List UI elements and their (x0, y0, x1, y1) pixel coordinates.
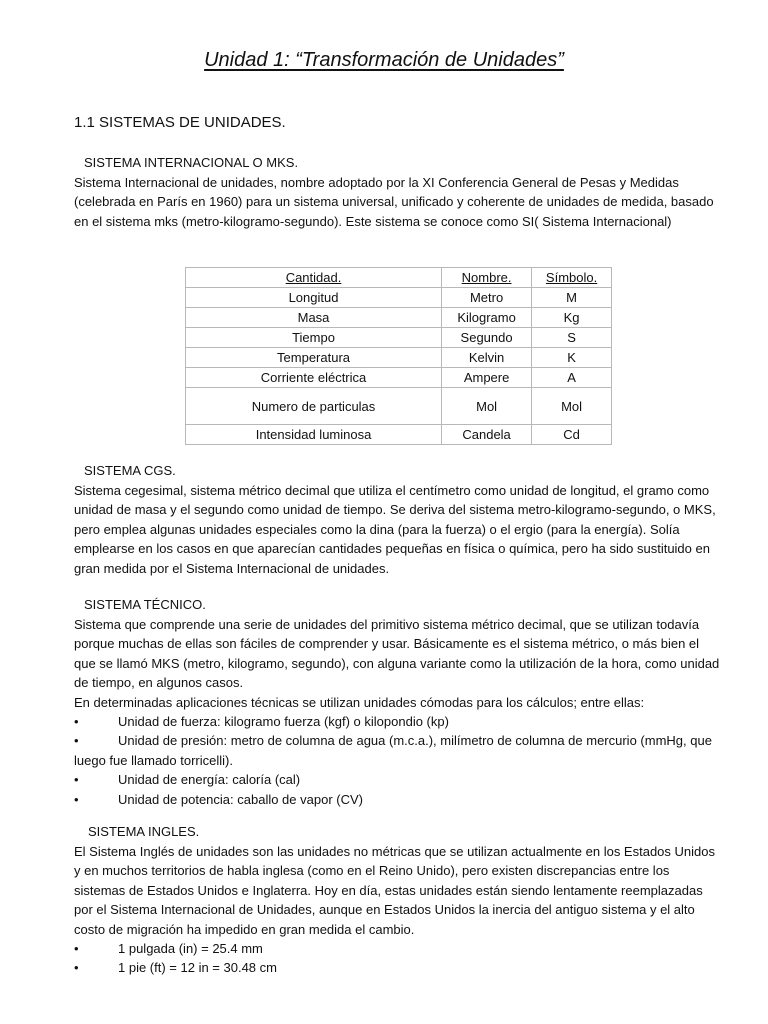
table-cell: K (532, 348, 612, 368)
bullet-icon: • (74, 960, 79, 976)
tecnico-text: Sistema que comprende una serie de unidades del primitivo sistema métrico decimal, que se utilizan todavía porque muchas de ellas son fáciles de comprender y usar. Básicamente es el sistema métrico, o más bien el que se llamó MKS (metro, kilogramo, segundo), con alguna variante como la utilización de la hora, como unidad de tiempo, en algunos casos. (74, 617, 720, 691)
header-simbolo: Símbolo. (532, 268, 612, 288)
list-item (74, 939, 724, 958)
tecnico-heading: SISTEMA TÉCNICO. (84, 597, 206, 612)
cgs-paragraph (74, 481, 724, 578)
list-item-text: Unidad de energía: caloría (cal) (118, 772, 301, 788)
list-item-text: 1 pie (ft) = 12 in = 30.48 cm (118, 960, 277, 976)
table-row (186, 328, 612, 348)
table-row (186, 425, 612, 445)
ingles-heading: SISTEMA INGLES. (88, 824, 200, 839)
ingles-bullet-list (74, 939, 724, 978)
table-cell: M (532, 288, 612, 308)
si-paragraph (74, 173, 724, 231)
header-nombre: Nombre. (442, 268, 532, 288)
bullet-icon: • (74, 941, 79, 957)
table-cell: Segundo (442, 328, 532, 348)
header-cantidad: Cantidad. (186, 268, 442, 288)
list-item-text: Unidad de presión: metro de columna de agua (m.c.a.), milímetro de columna de mercurio (mmHg, que luego fue llamado torricelli). (74, 733, 712, 768)
table-cell: Mol (442, 388, 532, 425)
table-cell: Ampere (442, 368, 532, 388)
document-title: Unidad 1: “Transformación de Unidades” (204, 49, 564, 71)
table-header-row (186, 268, 612, 288)
table-cell: A (532, 368, 612, 388)
table-row (186, 288, 612, 308)
table-cell: S (532, 328, 612, 348)
table-cell: Mol (532, 388, 612, 425)
table-cell: Kilogramo (442, 308, 532, 328)
table-cell: Numero de particulas (186, 388, 442, 425)
table-cell: Metro (442, 288, 532, 308)
table-cell: Longitud (186, 288, 442, 308)
list-item-text: Unidad de fuerza: kilogramo fuerza (kgf) o kilopondio (kp) (118, 714, 449, 730)
cgs-text: Sistema cegesimal, sistema métrico decimal que utiliza el centímetro como unidad de longitud, el gramo como unidad de masa y el segundo como unidad de tiempo. Se deriva del sistema metro-kilogramo-segundo, o MKS, pero emplea algunas unidades especiales como la dina (para la fuerza) o el ergio (para la energía). Solía emplearse en los casos en que aparecían cantidades pequeñas en física o química, pero ha sido sustituido en gran medida por el Sistema Internacional de unidades. (74, 483, 716, 576)
section-heading: 1.1 SISTEMAS DE UNIDADES. (74, 114, 286, 131)
tecnico-bullet-list (74, 712, 724, 809)
ingles-paragraph (74, 842, 724, 978)
table-cell: Tiempo (186, 328, 442, 348)
cgs-heading: SISTEMA CGS. (84, 463, 176, 478)
table-row (186, 348, 612, 368)
list-item-text: Unidad de potencia: caballo de vapor (CV) (118, 791, 363, 807)
tecnico-text-2: En determinadas aplicaciones técnicas se utilizan unidades cómodas para los cálculos; entre ellas: (74, 694, 645, 710)
bullet-icon: • (74, 733, 79, 749)
bullet-icon: • (74, 791, 79, 807)
table-cell: Cd (532, 425, 612, 445)
list-item (74, 770, 724, 789)
list-item-text: 1 pulgada (in) = 25.4 mm (118, 941, 263, 957)
ingles-text: El Sistema Inglés de unidades son las unidades no métricas que se utilizan actualmente en los Estados Unidos y en muchos territorios de habla inglesa (como en el Reino Unido), pero existen discrepancias entre los sistemas de Estados Unidos e Inglaterra. Hoy en día, estas unidades están siendo lentamente reemplazadas por el Sistema Internacional de Unidades, aunque en Estados Unidos la inercia del antiguo sistema y el alto costo de migración ha impedido en gran medida el cambio. (74, 844, 715, 937)
table-cell: Temperatura (186, 348, 442, 368)
si-heading: SISTEMA INTERNACIONAL O MKS. (84, 155, 299, 170)
table-cell: Candela (442, 425, 532, 445)
table-row (186, 388, 612, 425)
tecnico-paragraph (74, 615, 724, 809)
list-item (74, 790, 724, 809)
list-item (74, 731, 724, 770)
table-row (186, 308, 612, 328)
table-row (186, 368, 612, 388)
bullet-icon: • (74, 772, 79, 788)
bullet-icon: • (74, 714, 79, 730)
list-item (74, 958, 724, 977)
table-cell: Kg (532, 308, 612, 328)
table-cell: Intensidad luminosa (186, 425, 442, 445)
si-text: Sistema Internacional de unidades, nombre adoptado por la XI Conferencia General de Pesas y Medidas (celebrada en París en 1960) para un sistema universal, unificado y coherente de unidades de medida, basado en el sistema mks (metro-kilogramo-segundo). Este sistema se conoce como SI( Sistema Internacional) (74, 175, 714, 229)
table-cell: Corriente eléctrica (186, 368, 442, 388)
list-item (74, 712, 724, 731)
table-cell: Kelvin (442, 348, 532, 368)
units-table (185, 267, 612, 445)
table-cell: Masa (186, 308, 442, 328)
